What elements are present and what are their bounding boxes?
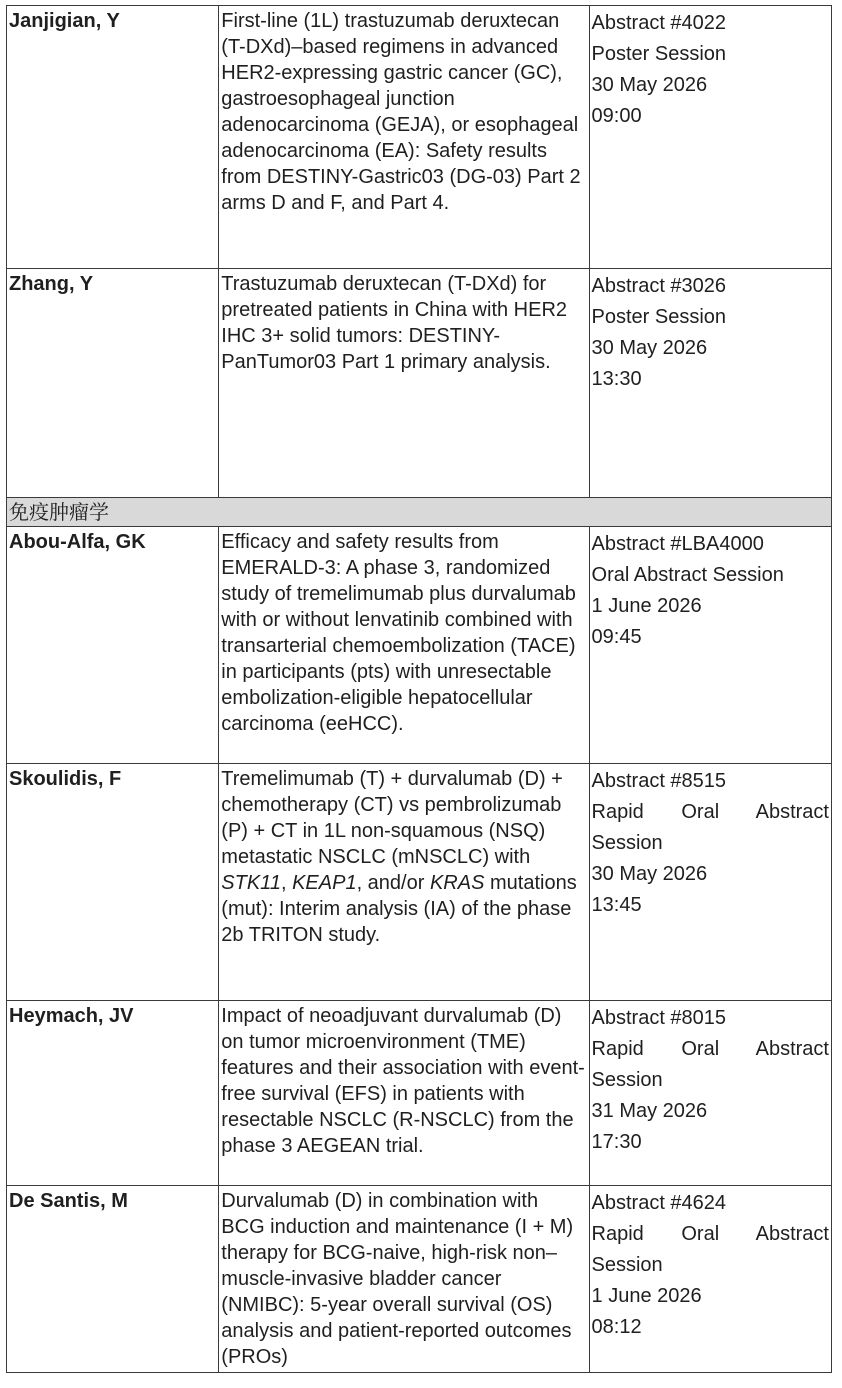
abstracts-table xyxy=(6,5,832,1373)
author-cell xyxy=(7,764,219,1001)
author-name: Zhang, Y xyxy=(9,273,94,295)
gene-name: STK11 xyxy=(221,872,281,894)
session-date: 30 May 2026 xyxy=(591,337,708,359)
session-type-continued: Session xyxy=(591,1069,663,1091)
table-row xyxy=(7,1186,832,1373)
session-type: Poster Session xyxy=(591,43,727,65)
session-date: 1 June 2026 xyxy=(591,595,702,617)
session-date: 31 May 2026 xyxy=(591,1100,708,1122)
section-heading: 免疫肿瘤学 xyxy=(7,498,832,527)
session-time: 08:12 xyxy=(591,1316,642,1338)
detail-cell xyxy=(589,6,831,269)
gene-name: KEAP1 xyxy=(292,872,357,894)
author-name: Skoulidis, F xyxy=(9,768,122,790)
title-cell xyxy=(219,6,589,269)
session-type: Rapid Oral Abstract xyxy=(591,1038,829,1060)
table-row xyxy=(7,764,832,1001)
session-date: 1 June 2026 xyxy=(591,1285,702,1307)
author-name: Abou-Alfa, GK xyxy=(9,531,146,553)
abstract-number: Abstract #LBA4000 xyxy=(591,533,764,555)
author-cell xyxy=(7,6,219,269)
session-time: 13:45 xyxy=(591,894,642,916)
detail-cell xyxy=(589,1001,831,1186)
abstract-title: Trastuzumab deruxtecan (T-DXd) for pretreated patients in China with HER2 IHC 3+ solid tumors: DESTINY-PanTumor03 Part 1 primary analysis. xyxy=(221,273,568,373)
abstract-number: Abstract #8515 xyxy=(591,770,727,792)
detail-cell xyxy=(589,269,831,498)
table-row xyxy=(7,269,832,498)
detail-cell xyxy=(589,1186,831,1373)
author-cell xyxy=(7,1186,219,1373)
abstract-title: Impact of neoadjuvant durvalumab (D) on tumor microenvironment (TME) features and their association with event-free survival (EFS) in patients with resectable NSCLC (R-NSCLC) from the phase 3 AEGEAN trial. xyxy=(221,1005,585,1157)
abstract-title: Efficacy and safety results from EMERALD-3: A phase 3, randomized study of tremelimumab plus durvalumab with or without lenvatinib combined with transarterial chemoembolization (TACE) in participants (pts) with unresectable embolization-eligible hepatocellular carcinoma (eeHCC). xyxy=(221,531,576,735)
session-type: Rapid Oral Abstract xyxy=(591,801,829,823)
abstract-title-text: , xyxy=(280,872,293,894)
title-cell xyxy=(219,764,589,1001)
abstract-title-text: Tremelimumab (T) + durvalumab (D) + chemotherapy (CT) vs pembrolizumab (P) + CT in 1L non-squamous (NSQ) metastatic NSCLC (mNSCLC) with xyxy=(221,768,563,868)
abstract-title: Durvalumab (D) in combination with BCG induction and maintenance (I + M) therapy for BCG-naive, high-risk non–muscle-invasive bladder cancer (NMIBC): 5-year overall survival (OS) analysis and patient-reported outcomes (PROs) xyxy=(221,1190,574,1368)
session-type: Rapid Oral Abstract xyxy=(591,1223,829,1245)
abstract-number: Abstract #4624 xyxy=(591,1192,727,1214)
abstract-number: Abstract #3026 xyxy=(591,275,727,297)
table-row xyxy=(7,527,832,764)
detail-cell xyxy=(589,527,831,764)
table-row xyxy=(7,6,832,269)
session-type: Oral Abstract Session xyxy=(591,564,784,586)
session-date: 30 May 2026 xyxy=(591,863,708,885)
abstract-title-text: , and/or xyxy=(356,872,430,894)
title-cell xyxy=(219,527,589,764)
title-cell xyxy=(219,1001,589,1186)
detail-cell xyxy=(589,764,831,1001)
session-type-continued: Session xyxy=(591,832,663,854)
abstract-title-text: mutations (mut): Interim analysis (IA) of the phase 2b TRITON study. xyxy=(221,872,577,946)
session-time: 17:30 xyxy=(591,1131,642,1153)
title-cell xyxy=(219,1186,589,1373)
abstract-number: Abstract #8015 xyxy=(591,1007,727,1029)
session-time: 13:30 xyxy=(591,368,642,390)
session-type-continued: Session xyxy=(591,1254,663,1276)
author-name: Heymach, JV xyxy=(9,1005,134,1027)
abstract-number: Abstract #4022 xyxy=(591,12,727,34)
section-row xyxy=(7,498,832,527)
author-cell xyxy=(7,527,219,764)
author-cell xyxy=(7,1001,219,1186)
title-cell xyxy=(219,269,589,498)
session-type: Poster Session xyxy=(591,306,727,328)
session-date: 30 May 2026 xyxy=(591,74,708,96)
author-cell xyxy=(7,269,219,498)
session-time: 09:45 xyxy=(591,626,642,648)
session-time: 09:00 xyxy=(591,105,642,127)
author-name: De Santis, M xyxy=(9,1190,128,1212)
author-name: Janjigian, Y xyxy=(9,10,120,32)
gene-name: KRAS xyxy=(429,872,485,894)
table-row xyxy=(7,1001,832,1186)
abstract-title: First-line (1L) trastuzumab deruxtecan (T-DXd)–based regimens in advanced HER2-expressing gastric cancer (GC), gastroesophageal junction adenocarcinoma (GEJA), or esophageal adenocarcinoma (EA): Safety results from DESTINY-Gastric03 (DG-03) Part 2 arms D and F, and Part 4. xyxy=(221,10,581,214)
